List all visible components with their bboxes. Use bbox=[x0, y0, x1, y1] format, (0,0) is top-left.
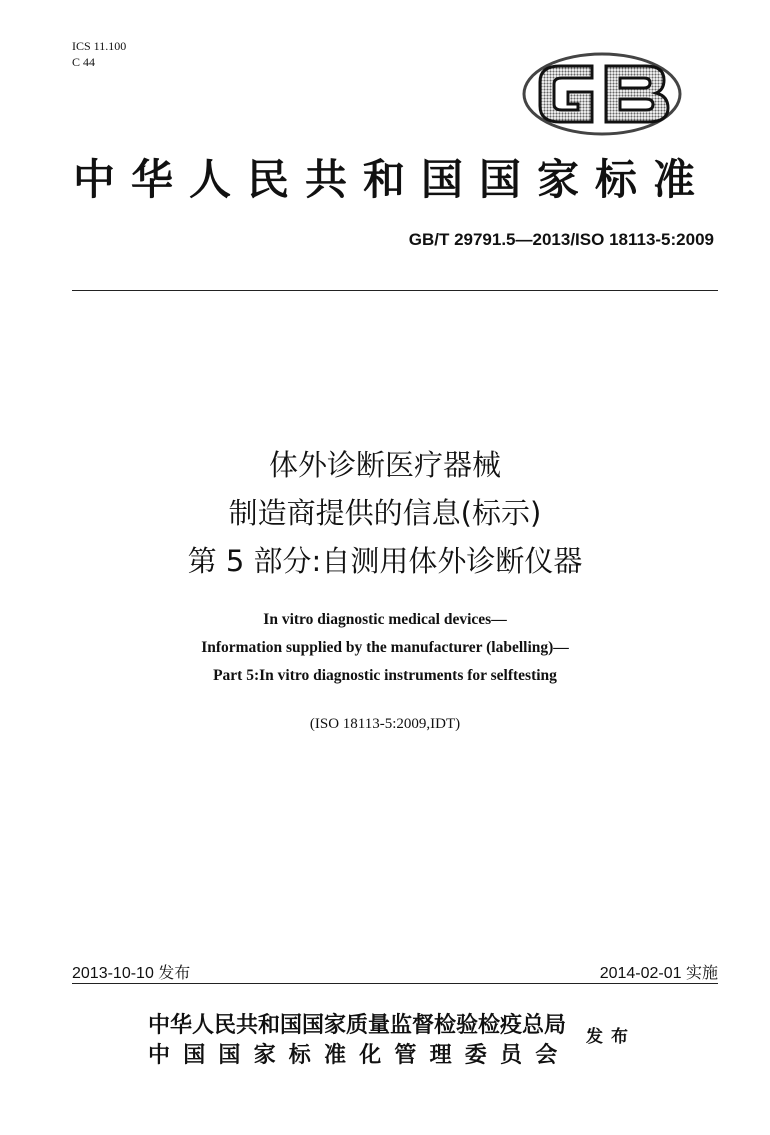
chinese-title-line-2: 制造商提供的信息(标示) bbox=[228, 496, 542, 530]
ics-code: ICS 11.100 bbox=[72, 39, 127, 53]
english-title-line-2: Information supplied by the manufacturer (labelling)— bbox=[201, 639, 569, 656]
standard-number: GB/T 29791.5—2013/ISO 18113-5:2009 bbox=[408, 230, 714, 249]
national-standard-title: 中华人民共和国国家标准 bbox=[72, 155, 711, 204]
iso-reference: (ISO 18113-5:2009,IDT) bbox=[309, 716, 461, 732]
gb-logo bbox=[522, 52, 682, 136]
top-divider bbox=[72, 290, 718, 291]
issue-date: 2013-10-10 发布 bbox=[72, 965, 191, 982]
english-title-line-1: In vitro diagnostic medical devices— bbox=[263, 611, 507, 628]
english-title-line-3: Part 5:In vitro diagnostic instruments for selftesting bbox=[213, 667, 557, 684]
issuer-aqsiq: 中华人民共和国国家质量监督检验检疫总局 bbox=[148, 1012, 567, 1038]
implementation-date: 2014-02-01 实施 bbox=[599, 965, 718, 982]
bottom-divider bbox=[72, 983, 718, 984]
chinese-title-line-1: 体外诊断医疗器械 bbox=[268, 448, 501, 482]
issuer-sac: 中国国家标准化管理委员会 bbox=[148, 1042, 571, 1068]
ics-code-block bbox=[72, 38, 126, 70]
ccs-code: C 44 bbox=[72, 55, 96, 69]
chinese-title-line-3: 第 5 部分:自测用体外诊断仪器 bbox=[187, 544, 583, 578]
publish-label: 发布 bbox=[586, 1027, 636, 1047]
